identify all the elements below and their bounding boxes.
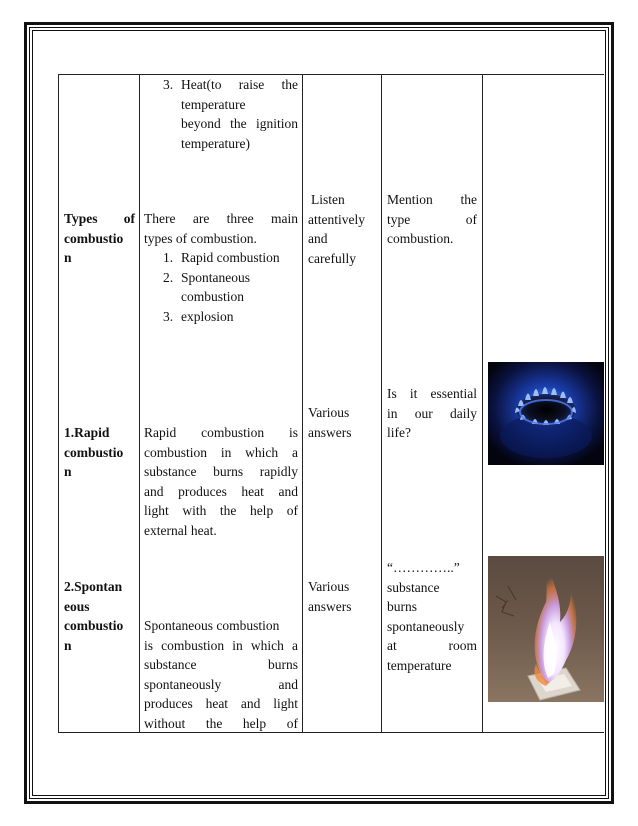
teacher-activity-various-answers: Various answers bbox=[308, 579, 352, 614]
topic-types-of-combustion: Types of combustio n bbox=[64, 211, 135, 265]
burning-paper-flame-icon bbox=[488, 556, 604, 702]
table-col-line bbox=[58, 74, 59, 733]
teacher-activity-listen: Listen attentively and carefully bbox=[308, 192, 365, 266]
list-item: 3. Heat(to raise the temperature beyond the ignition temperature) bbox=[163, 77, 298, 151]
list-item: 3. explosion bbox=[163, 308, 234, 324]
student-activity-question: Is it essential in our daily life? bbox=[387, 386, 477, 440]
table-col-line bbox=[302, 74, 303, 733]
burning-paper-image bbox=[488, 556, 604, 702]
table-col-line bbox=[482, 74, 483, 733]
gas-stove-flame-image bbox=[488, 362, 604, 465]
table-col-line bbox=[139, 74, 140, 733]
topic-spontaneous-combustion: 2.Spontan eous combustio n bbox=[64, 579, 124, 653]
student-activity-fill-blank: “…………..” substance burns spontaneously at room temperature bbox=[387, 560, 477, 673]
list-item: 1. Rapid combustion bbox=[163, 250, 280, 265]
student-activity-mention: Mention the type of combustion. bbox=[387, 192, 477, 246]
topic-rapid-combustion: 1.Rapid combustio n bbox=[64, 425, 124, 479]
list-item: 2. Spontaneous combustion bbox=[163, 269, 250, 304]
content-types-of-combustion: There are three main types of combustion. 1. Rapid combustion 2. Spontaneous combustion 3. explosion bbox=[144, 209, 298, 326]
gas-stove-flame-icon bbox=[488, 362, 604, 465]
content-rapid-combustion: Rapid combustion is combustion in which a substance burns rapidly and produces heat and light with the help of external heat. bbox=[144, 425, 298, 538]
teacher-activity-various-answers: Various answers bbox=[308, 405, 352, 440]
content-list-continued bbox=[144, 75, 298, 153]
content-spontaneous-combustion: Spontaneous combustion is combustion in which a substance burns spontaneously and produces heat and light without the help of bbox=[144, 618, 298, 731]
table-col-line bbox=[381, 74, 382, 733]
